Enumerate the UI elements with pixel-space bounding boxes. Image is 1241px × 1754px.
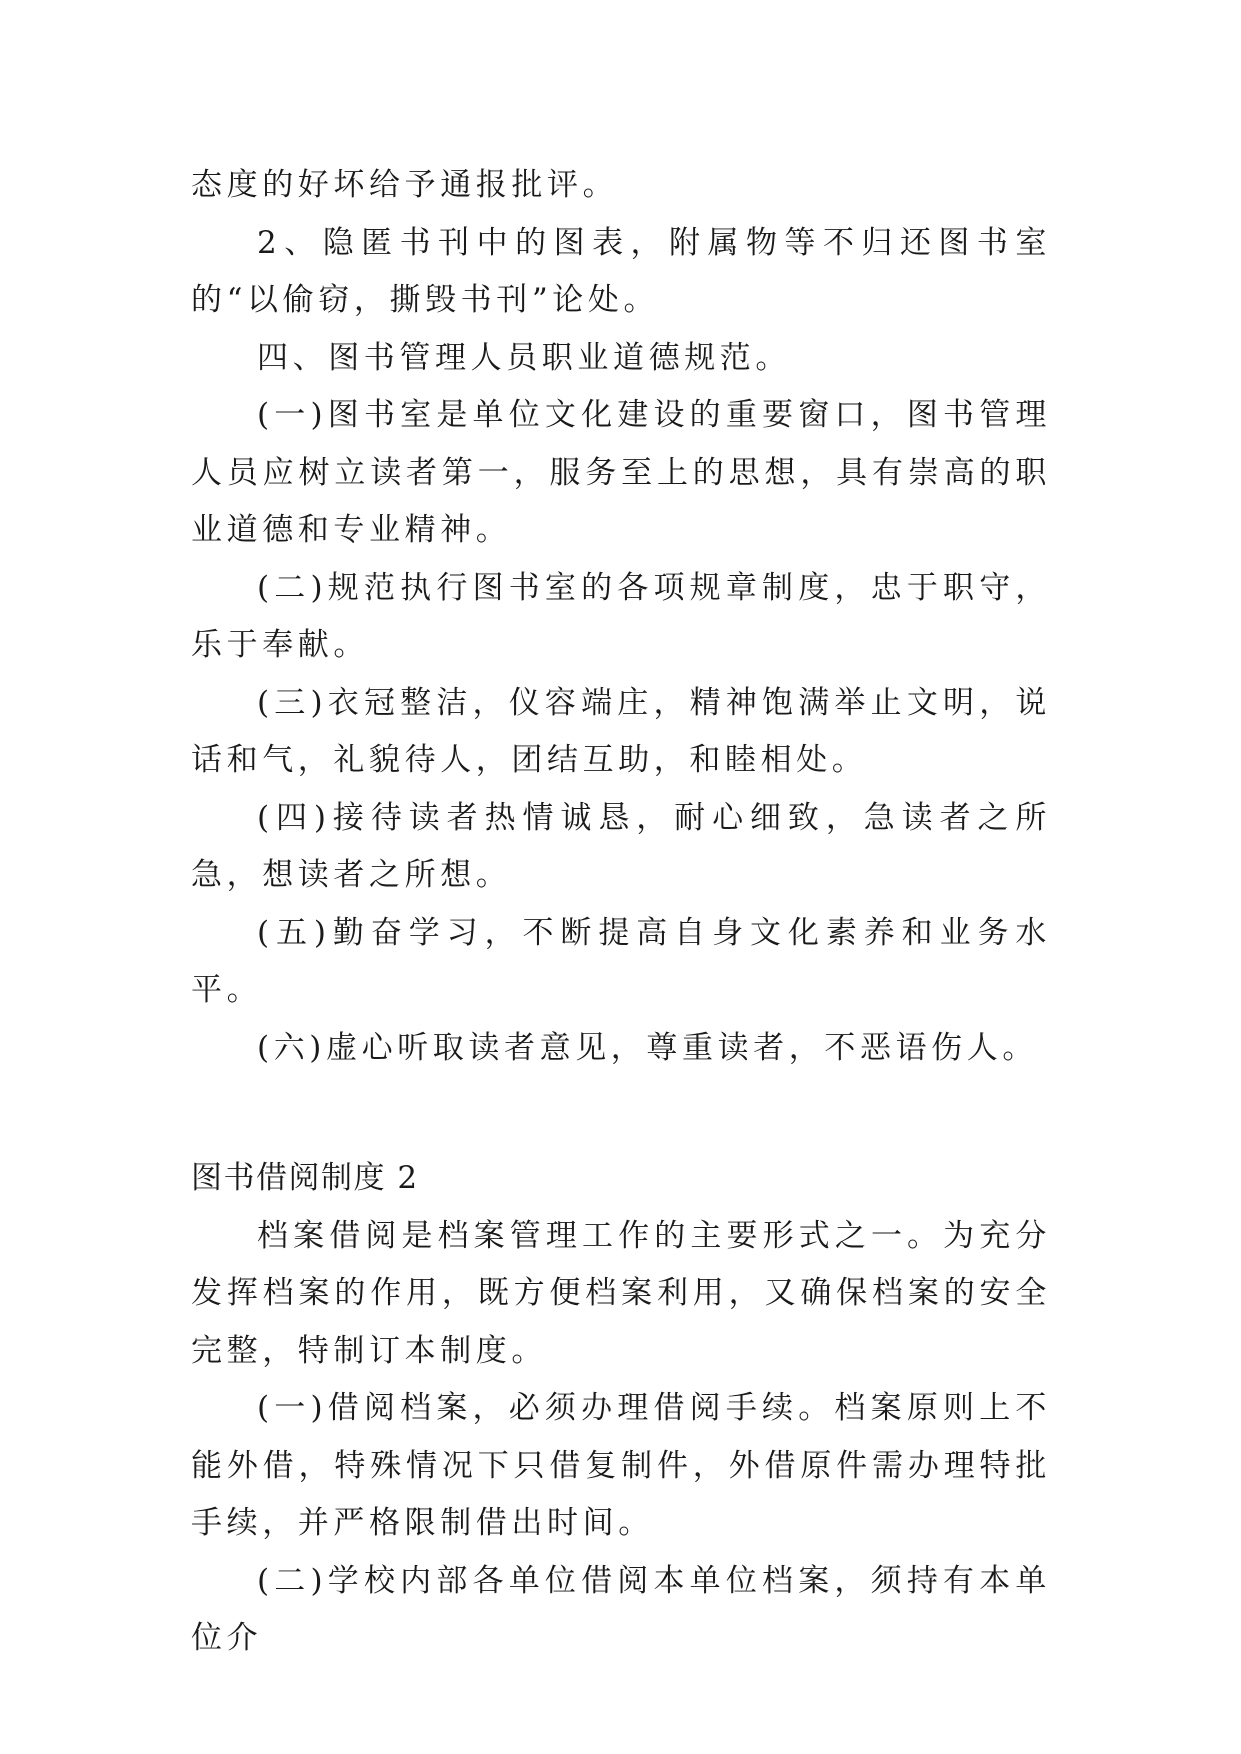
section-intro: 档案借阅是档案管理工作的主要形式之一。为充分发挥档案的作用，既方便档案利用，又确保档案的安全完整，特制订本制度。: [191, 1217, 1051, 1369]
ethics-item-5: (五)勤奋学习，不断提高自身文化素养和业务水平。: [191, 914, 1051, 1008]
borrow-item-1: (一)借阅档案，必须办理借阅手续。档案原则上不能外借，特殊情况下只借复制件，外借原件需办理特批手续，并严格限制借出时间。: [191, 1390, 1051, 1541]
borrow-item-2: (二)学校内部各单位借阅本单位档案，须持有本单位介: [191, 1562, 1051, 1656]
ethics-item-4: (四)接待读者热情诚恳，耐心细致，急读者之所急，想读者之所想。: [191, 799, 1051, 893]
ethics-item-6: (六)虚心听取读者意见，尊重读者，不恶语伤人。: [257, 1029, 1038, 1066]
paragraph-continuation: 态度的好坏给予通报批评。: [191, 167, 619, 203]
paragraph-item-2: 2、隐匿书刊中的图表，附属物等不归还图书室的“以偷窃，撕毁书刊”论处。: [191, 224, 1051, 318]
ethics-item-2: (二)规范执行图书室的各项规章制度，忠于职守，乐于奉献。: [191, 569, 1051, 663]
ethics-item-1: (一)图书室是单位文化建设的重要窗口，图书管理人员应树立读者第一，服务至上的思想，具有崇高的职业道德和专业精神。: [191, 397, 1051, 548]
document-body: [191, 157, 1051, 1668]
section-title: 图书借阅制度 2: [191, 1160, 419, 1196]
ethics-item-3: (三)衣冠整洁，仪容端庄，精神饱满举止文明，说话和气，礼貌待人，团结互助，和睦相处。: [191, 684, 1051, 778]
section-heading-4: 四、图书管理人员职业道德规范。: [257, 339, 791, 376]
section-spacer: [191, 1077, 1051, 1150]
